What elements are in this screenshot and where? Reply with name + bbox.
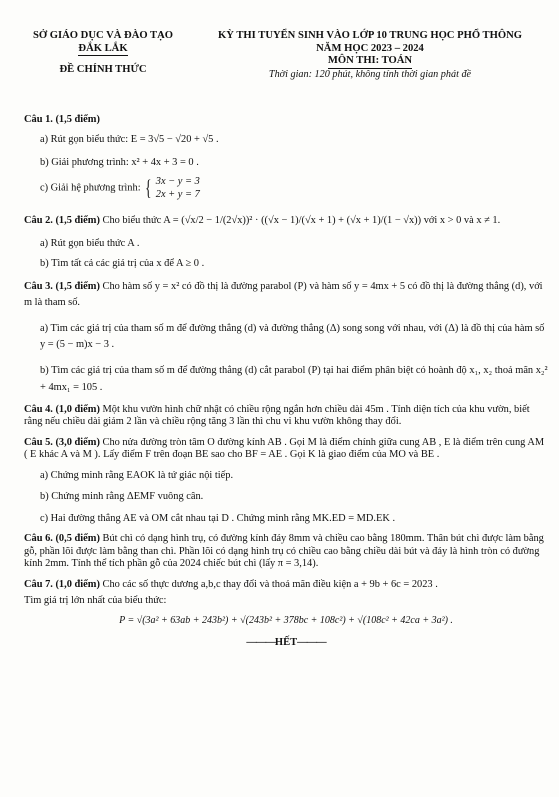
question-7 xyxy=(24,579,548,628)
question-1b: b) Giải phương trình: x² + 4x + 3 = 0 . xyxy=(40,156,199,168)
exam-year: NĂM HỌC 2023 – 2024 xyxy=(316,42,424,54)
exam-title: KỲ THI TUYỂN SINH VÀO LỚP 10 TRUNG HỌC PHỔ THÔNG xyxy=(218,30,522,41)
question-5 xyxy=(24,437,548,525)
department-block xyxy=(18,30,188,77)
question-2-stem: Câu 2. (1,5 điểm) Cho biểu thức A = (√x/2 − 1/(2√x))² · ((√x − 1)/(√x + 1) + (√x + 1)/(1 − √x)) với x > 0 và x ≠ 1. xyxy=(24,215,501,227)
question-2b: b) Tìm tất cả các giá trị của x để A ≥ 0 . xyxy=(40,258,205,270)
question-1-heading: Câu 1. (1,5 điểm) xyxy=(24,114,100,125)
equation-system xyxy=(143,175,200,201)
exam-subject: MÔN THI: TOÁN xyxy=(190,55,550,69)
question-2a: a) Rút gọn biểu thức A . xyxy=(40,237,140,249)
brace-icon: { xyxy=(145,175,152,201)
question-1a: a) Rút gọn biểu thức: E = 3√5 − √20 + √5 . xyxy=(40,134,219,146)
question-7-task: Tìm giá trị lớn nhất của biểu thức: xyxy=(24,594,167,606)
question-1 xyxy=(24,114,548,201)
questions xyxy=(24,114,548,650)
end-marker: ———HẾT——— xyxy=(246,637,326,649)
question-4-stem: Một khu vườn hình chữ nhật có chiều rộng ngắn hơn chiều dài 45m . Tính diện tích của khu vườn, biết rằng nếu chiều dài giảm 2 lần và chiều rộng tăng 3 lần thì chu vi khu vườn không thay đổi. xyxy=(24,403,530,428)
question-3a: a) Tìm các giá trị của tham số m để đường thẳng (d) và đường thẳng (Δ) song song với nhau, với (Δ) là đồ thị của hàm số y = (5 − m)x − 3 . xyxy=(40,323,545,351)
question-6: Câu 6. (0,5 điểm) Bút chì có dạng hình trụ, có đường kính đáy 8mm và chiều cao bằng 180mm. Thân bút chì được làm bằng gỗ, phần lõi được làm bằng than chì. Phần lõi có dạng hình trụ có chiều cao bằng chiều dài bút và đáy là hình tròn có đường kính 2mm. Tính thể tích phần gỗ của 2024 chiếc bút chì (lấy π = 3,14). xyxy=(24,533,544,570)
question-6-stem: Bút chì có dạng hình trụ, có đường kính đáy 8mm và chiều cao bằng 180mm. Thân bút chì được làm bằng gỗ, phần lõi được làm bằng than chì. Phần lõi có dạng hình trụ có chiều cao bằng chiều dài bút và đáy là hình tròn có đường kính 2mm. Tính thể tích phần gỗ của 2024 chiếc bút chì (lấy π = 3,14). xyxy=(24,533,544,570)
question-5a: a) Chứng minh rằng EAOK là tứ giác nội tiếp. xyxy=(40,469,234,481)
question-5-stem: Câu 5. (3,0 điểm) Cho nửa đường tròn tâm O đường kính AB . Gọi M là điểm chính giữa cung AB , E là điểm trên cung AM ( E khác A và M ). Lấy điểm F trên đoạn BE sao cho BF = AE . Gọi K là giao điểm của MO và BE . xyxy=(24,436,545,461)
question-7-expression: P = √(3a² + 63ab + 243b²) + √(243b² + 378bc + 108c²) + √(108c² + 42ca + 3a²) . xyxy=(119,615,453,627)
question-3b: b) Tìm các giá trị của tham số m để đường thẳng (d) cắt parabol (P) tại hai điểm phân biệt có hoành độ x₁, x₂ thoả mãn x₂² + 4mx₁ = 105 . xyxy=(40,365,548,393)
system-eq1: 3x − y = 3 xyxy=(155,176,200,188)
question-3-stem: Câu 3. (1,5 điểm) Cho hàm số y = x² có đồ thị là đường parabol (P) và hàm số y = 4mx + 5 có đồ thị là đường thẳng (d), với m là tham số. xyxy=(24,280,543,309)
official-stamp-text: ĐỀ CHÍNH THỨC xyxy=(59,64,147,76)
question-7-stem: Câu 7. (1,0 điểm) Cho các số thực dương a,b,c thay đổi và thoả mãn điều kiện a + 9b + 6c = 2023 . xyxy=(24,578,438,590)
department-line1: SỞ GIÁO DỤC VÀ ĐÀO TẠO xyxy=(33,30,173,41)
question-5b: b) Chứng minh rằng ΔEMF vuông cân. xyxy=(40,491,204,503)
department-line2: ĐẮK LẮK xyxy=(18,43,188,57)
question-3 xyxy=(24,279,548,396)
exam-info-block xyxy=(190,30,550,81)
question-4: Câu 4. (1,0 điểm) Một khu vườn hình chữ nhật có chiều rộng ngắn hơn chiều dài 45m . Tính diện tích của khu vườn, biết rằng nếu chiều dài giảm 2 lần và chiều rộng tăng 3 lần thì chu vi khu vườn không thay đổi. xyxy=(24,403,530,428)
exam-time: Thời gian: 120 phút, không tính thời gian phát đề xyxy=(268,69,472,81)
question-2 xyxy=(24,215,548,270)
system-eq2: 2x + y = 7 xyxy=(155,189,200,201)
question-5c: c) Hai đường thẳng AE và OM cắt nhau tại D . Chứng minh rằng MK.ED = MD.EK . xyxy=(40,512,396,524)
question-1c: c) Giải hệ phương trình: { 3x − y = 3 2x + y = 7 xyxy=(40,175,200,201)
